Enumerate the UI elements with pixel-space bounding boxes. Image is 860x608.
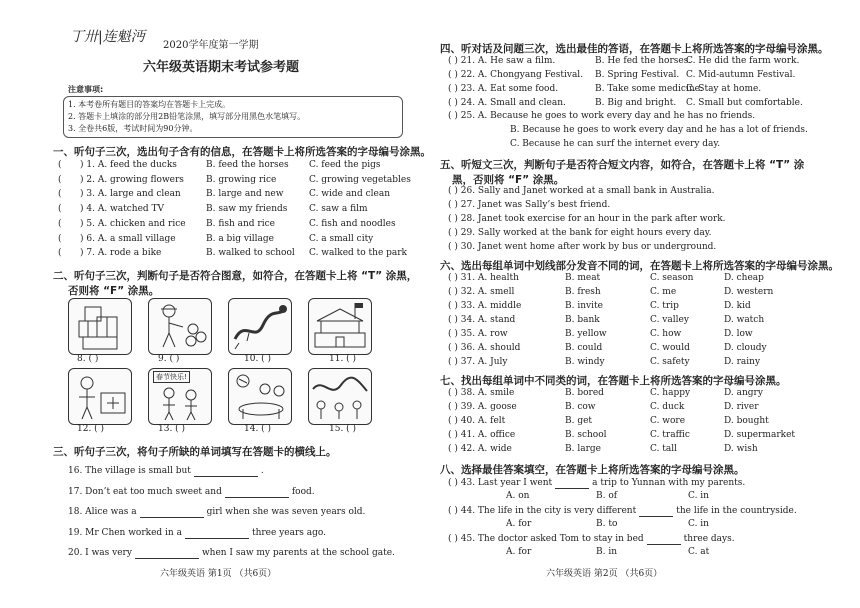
picture-label-15: 15. ( ) bbox=[329, 424, 357, 434]
handwritten-signature: 丁卅|连魁沔 bbox=[70, 29, 145, 45]
true-false-question: ( ) 27. Janet was Sally’s best friend. bbox=[448, 200, 611, 210]
question-option-a: ( ) 38. A. smile bbox=[448, 388, 515, 398]
question-option-a: ( ) 39. A. goose bbox=[448, 402, 517, 412]
answer-blank bbox=[194, 466, 258, 477]
question-text-end: . bbox=[260, 466, 264, 476]
picture-doctor bbox=[68, 368, 132, 425]
gift-boxes-icon bbox=[69, 299, 131, 354]
question-option-d: D. western bbox=[724, 287, 774, 297]
question-option-b: B. fresh bbox=[565, 287, 601, 297]
question-option-c: C. Mid-autumn Festival. bbox=[686, 70, 796, 80]
picture-tiananmen bbox=[308, 298, 372, 355]
question-option-d: D. river bbox=[724, 402, 759, 412]
true-false-question: ( ) 30. Janet went home after work by bus or underground. bbox=[448, 242, 717, 252]
picture-label-13: 13. ( ) bbox=[158, 424, 186, 434]
question-option-a: ) 3. A. large and clean bbox=[80, 189, 181, 200]
person-watering-flowers-icon bbox=[149, 299, 211, 354]
picture-dinner bbox=[228, 368, 292, 425]
section-6-heading: 六、选出每组单词中划线部分发音不同的词，在答题卡上将所选答案的字母编号涂黑。 bbox=[440, 260, 839, 272]
question-option-b: B. He fed the horses. bbox=[595, 56, 692, 66]
question-option-b: B. a big village bbox=[206, 233, 274, 244]
question-option-a: ( ) 36. A. should bbox=[448, 343, 521, 353]
page-footer: 六年级英语 第1页 （共6页） bbox=[160, 569, 277, 579]
section-5-heading: 五、听短文三次，判断句子是否符合短文内容，如符合，在答题卡上将 “T” 涂 bbox=[440, 159, 805, 171]
question-option-b: B. feed the horses bbox=[206, 160, 289, 170]
question-option-b: B. growing rice bbox=[206, 174, 277, 185]
question-25-option-c: C. Because he can surf the internet every day. bbox=[510, 139, 721, 149]
question-text: ( ) 44. The life in the city is very different bbox=[448, 506, 637, 516]
question-option-a: ( ) 41. A. office bbox=[448, 430, 516, 440]
section-8-heading: 八、选择最佳答案填空，在答题卡上将所选答案的字母编号涂黑。 bbox=[440, 464, 745, 476]
question-text-end: three years ago. bbox=[251, 527, 326, 538]
question-option-b: B. saw my friends bbox=[206, 204, 288, 215]
question-option-b: B. Big and bright. bbox=[595, 98, 677, 108]
picture-new-year bbox=[148, 368, 212, 425]
page-footer: 六年级英语 第2页 （共6页） bbox=[546, 569, 663, 579]
choice-a: A. for bbox=[506, 547, 532, 557]
question-option-b: B. cow bbox=[565, 402, 596, 412]
choice-c: C. in bbox=[688, 491, 709, 501]
fill-in-question bbox=[68, 548, 395, 559]
choice-a: A. for bbox=[506, 519, 532, 529]
section-5-heading-cont: 黑，否则将 “F” 涂黑。 bbox=[452, 174, 565, 186]
section-2-heading: 二、听句子三次，判断句子是否符合图意，如符合，在答题卡上将 “T” 涂黑， bbox=[53, 270, 418, 282]
question-option-d: D. watch bbox=[724, 315, 765, 325]
picture-label-11: 11. ( ) bbox=[329, 354, 357, 364]
question-option-a: ( ) 40. A. felt bbox=[448, 416, 506, 426]
question-option-b: B. large bbox=[565, 444, 601, 454]
note-line: 3. 全卷共6版，考试时间为90分钟。 bbox=[68, 124, 198, 133]
dragon-icon bbox=[229, 299, 291, 354]
question-25: ( ) 25. A. Because he goes to work every day and he has no friends. bbox=[448, 111, 756, 121]
question-text: 18. Alice was a bbox=[68, 507, 137, 517]
question-option-a: ) 1. A. feed the ducks bbox=[80, 160, 177, 170]
question-option-b: B. school bbox=[565, 430, 607, 440]
section-3-heading: 三、听句子三次，将句子所缺的单词填写在答题卡的横线上。 bbox=[53, 446, 337, 458]
fill-in-question bbox=[68, 528, 326, 539]
question-option-b: B. could bbox=[565, 343, 603, 353]
choice-b: B. of bbox=[596, 491, 618, 501]
question-text: 20. I was very bbox=[68, 548, 132, 558]
question-text: 17. Don’t eat too much sweet and bbox=[68, 486, 222, 497]
question-option-c: C. walked to the park bbox=[309, 248, 408, 259]
question-option-a: ( ) 33. A. middle bbox=[448, 301, 522, 311]
question-option-c: C. trip bbox=[650, 301, 679, 311]
question-option-b: B. yellow bbox=[565, 329, 607, 339]
note-line: 2. 答题卡上填涂的部分用2B铅笔涂黑，填写部分用黑色水笔填写。 bbox=[68, 112, 306, 121]
answer-paren: ( bbox=[58, 160, 62, 170]
question-option-a: ( ) 34. A. stand bbox=[448, 315, 516, 325]
question-option-d: D. bought bbox=[724, 416, 769, 426]
section-4-heading: 四、听对话及问题三次，选出最佳的答语，在答题卡上将所选答案的字母编号涂黑。 bbox=[440, 43, 829, 55]
question-option-b: B. fish and rice bbox=[206, 218, 275, 229]
fill-in-question bbox=[68, 466, 264, 477]
picture-label-12: 12. ( ) bbox=[77, 424, 105, 434]
notes-box bbox=[63, 85, 403, 138]
question-option-b: B. get bbox=[565, 416, 593, 426]
question-option-a: ( ) 31. A. health bbox=[448, 273, 519, 283]
question-option-c: C. season bbox=[650, 273, 694, 283]
choice-b: B. in bbox=[596, 547, 618, 557]
question-option-a: ( ) 35. A. row bbox=[448, 329, 508, 339]
picture-gardener bbox=[148, 298, 212, 355]
picture-label-14: 14. ( ) bbox=[244, 424, 272, 434]
question-option-a: ( ) 24. A. Small and clean. bbox=[448, 98, 566, 108]
notes-title: 注意事项: bbox=[68, 85, 104, 94]
fill-in-question bbox=[68, 487, 315, 498]
answer-paren: ( bbox=[58, 248, 62, 259]
dragon-dance-icon bbox=[309, 369, 371, 424]
multiple-choice-question bbox=[448, 478, 745, 489]
answer-paren: ( bbox=[58, 233, 62, 244]
question-option-a: ( ) 42. A. wide bbox=[448, 444, 512, 454]
question-text: 19. Mr Chen worked in a bbox=[68, 527, 182, 538]
doctor-icon bbox=[69, 369, 131, 424]
question-option-c: C. would bbox=[650, 343, 690, 353]
question-option-a: ( ) 32. A. smell bbox=[448, 287, 515, 297]
question-option-d: D. cloudy bbox=[724, 343, 767, 353]
question-option-a: ) 2. A. growing flowers bbox=[80, 174, 184, 185]
question-25-option-b: B. Because he goes to work every day and he has a lot of friends. bbox=[510, 125, 808, 135]
question-option-c: C. saw a film bbox=[309, 204, 368, 215]
picture-label-8: 8. ( ) bbox=[77, 354, 99, 364]
choice-c: C. in bbox=[688, 519, 709, 529]
question-option-b: B. bank bbox=[565, 315, 600, 325]
question-text: 16. The village is small but bbox=[68, 466, 191, 476]
question-option-b: B. Spring Festival. bbox=[595, 70, 680, 80]
question-option-c: C. valley bbox=[650, 315, 689, 325]
question-option-c: C. Small but comfortable. bbox=[686, 98, 803, 108]
question-option-c: C. safety bbox=[650, 357, 690, 367]
multiple-choice-question bbox=[448, 534, 735, 545]
question-text-end: a trip to Yunnan with my parents. bbox=[592, 478, 746, 488]
question-option-a: ) 7. A. rode a bike bbox=[80, 248, 162, 259]
section-2-heading-cont: 否则将 “F” 涂黑。 bbox=[68, 285, 160, 297]
answer-blank bbox=[135, 548, 199, 559]
question-option-c: C. how bbox=[650, 329, 682, 339]
question-option-a: ( ) 22. A. Chongyang Festival. bbox=[448, 70, 584, 80]
question-text-end: three days. bbox=[683, 534, 735, 544]
question-option-c: C. Stay at home. bbox=[686, 84, 762, 94]
picture-label-10: 10. ( ) bbox=[244, 354, 272, 364]
question-text: ( ) 43. Last year I went bbox=[448, 478, 553, 488]
question-option-d: D. low bbox=[724, 329, 753, 339]
answer-blank bbox=[225, 487, 289, 498]
greeting-sign: 春节快乐! bbox=[153, 371, 190, 383]
question-text-end: the life in the countryside. bbox=[676, 506, 797, 516]
picture-gifts bbox=[68, 298, 132, 355]
picture-dragon-dance bbox=[308, 368, 372, 425]
true-false-question: ( ) 26. Sally and Janet worked at a small bank in Australia. bbox=[448, 186, 715, 196]
question-option-d: D. cheap bbox=[724, 273, 764, 283]
question-option-b: B. meat bbox=[565, 273, 601, 283]
page-2 bbox=[430, 0, 860, 608]
true-false-question: ( ) 28. Janet took exercise for an hour in the park after work. bbox=[448, 214, 726, 224]
section-7-heading: 七、找出每组单词中不同类的词，在答题卡上将所选答案的字母编号涂黑。 bbox=[440, 375, 787, 387]
question-option-d: D. supermarket bbox=[724, 430, 796, 440]
question-option-b: B. Take some medicine. bbox=[595, 84, 703, 94]
choice-c: C. at bbox=[688, 547, 710, 557]
answer-blank bbox=[140, 507, 204, 518]
note-line: 1. 本考卷所有题目的答案均在答题卡上完成。 bbox=[68, 100, 231, 109]
question-option-c: C. growing vegetables bbox=[309, 174, 411, 185]
people-eating-icon bbox=[229, 369, 291, 424]
gate-building-icon bbox=[309, 299, 371, 354]
question-option-d: D. kid bbox=[724, 301, 751, 311]
question-option-a: ) 5. A. chicken and rice bbox=[80, 218, 186, 229]
question-option-c: C. me bbox=[650, 287, 677, 297]
answer-blank bbox=[555, 478, 589, 489]
question-option-a: ) 4. A. watched TV bbox=[80, 204, 165, 215]
question-option-a: ( ) 37. A. July bbox=[448, 357, 508, 367]
answer-paren: ( bbox=[58, 174, 62, 185]
question-option-c: C. feed the pigs bbox=[309, 160, 381, 170]
choice-a: A. on bbox=[506, 491, 530, 501]
question-option-c: C. happy bbox=[650, 388, 691, 398]
picture-label-9: 9. ( ) bbox=[158, 354, 180, 364]
question-text: ( ) 45. The doctor asked Tom to stay in bed bbox=[448, 534, 644, 544]
question-option-b: B. windy bbox=[565, 357, 605, 367]
question-option-b: B. bored bbox=[565, 388, 604, 398]
question-text-end: food. bbox=[291, 486, 315, 497]
answer-blank bbox=[185, 528, 249, 539]
question-text-end: girl when she was seven years old. bbox=[206, 507, 366, 517]
answer-blank bbox=[647, 534, 681, 545]
question-option-c: C. fish and noodles bbox=[309, 218, 396, 229]
question-option-b: B. walked to school bbox=[206, 248, 295, 259]
question-option-c: C. He did the farm work. bbox=[686, 56, 800, 66]
question-option-d: D. wish bbox=[724, 444, 758, 454]
fill-in-question bbox=[68, 507, 365, 518]
multiple-choice-question bbox=[448, 506, 797, 517]
answer-paren: ( bbox=[58, 204, 62, 215]
true-false-question: ( ) 29. Sally worked at the bank for eight hours every day. bbox=[448, 228, 712, 238]
question-text-end: when I saw my parents at the school gate. bbox=[201, 548, 395, 558]
section-1-heading: 一、听句子三次，选出句子含有的信息，在答题卡上将所选答案的字母编号涂黑。 bbox=[53, 146, 431, 158]
picture-dragon bbox=[228, 298, 292, 355]
question-option-a: ( ) 21. A. He saw a film. bbox=[448, 56, 556, 66]
question-option-c: C. wore bbox=[650, 416, 686, 426]
question-option-a: ) 6. A. a small village bbox=[80, 233, 176, 244]
answer-blank bbox=[639, 506, 673, 517]
exam-title: 六年级英语期末考试参考题 bbox=[143, 60, 300, 75]
question-option-c: C. duck bbox=[650, 402, 685, 412]
question-option-c: C. wide and clean bbox=[309, 189, 391, 200]
question-option-d: D. rainy bbox=[724, 357, 761, 367]
question-option-b: B. large and new bbox=[206, 189, 284, 200]
question-option-c: C. a small city bbox=[309, 233, 374, 244]
question-option-b: B. invite bbox=[565, 301, 603, 311]
school-year: 2020学年度第一学期 bbox=[163, 40, 259, 51]
question-option-d: D. angry bbox=[724, 388, 763, 398]
question-option-c: C. traffic bbox=[650, 430, 690, 440]
choice-b: B. to bbox=[596, 519, 618, 529]
answer-paren: ( bbox=[58, 218, 62, 229]
answer-paren: ( bbox=[58, 189, 62, 200]
question-option-a: ( ) 23. A. Eat some food. bbox=[448, 84, 559, 94]
question-option-c: C. tall bbox=[650, 444, 678, 454]
